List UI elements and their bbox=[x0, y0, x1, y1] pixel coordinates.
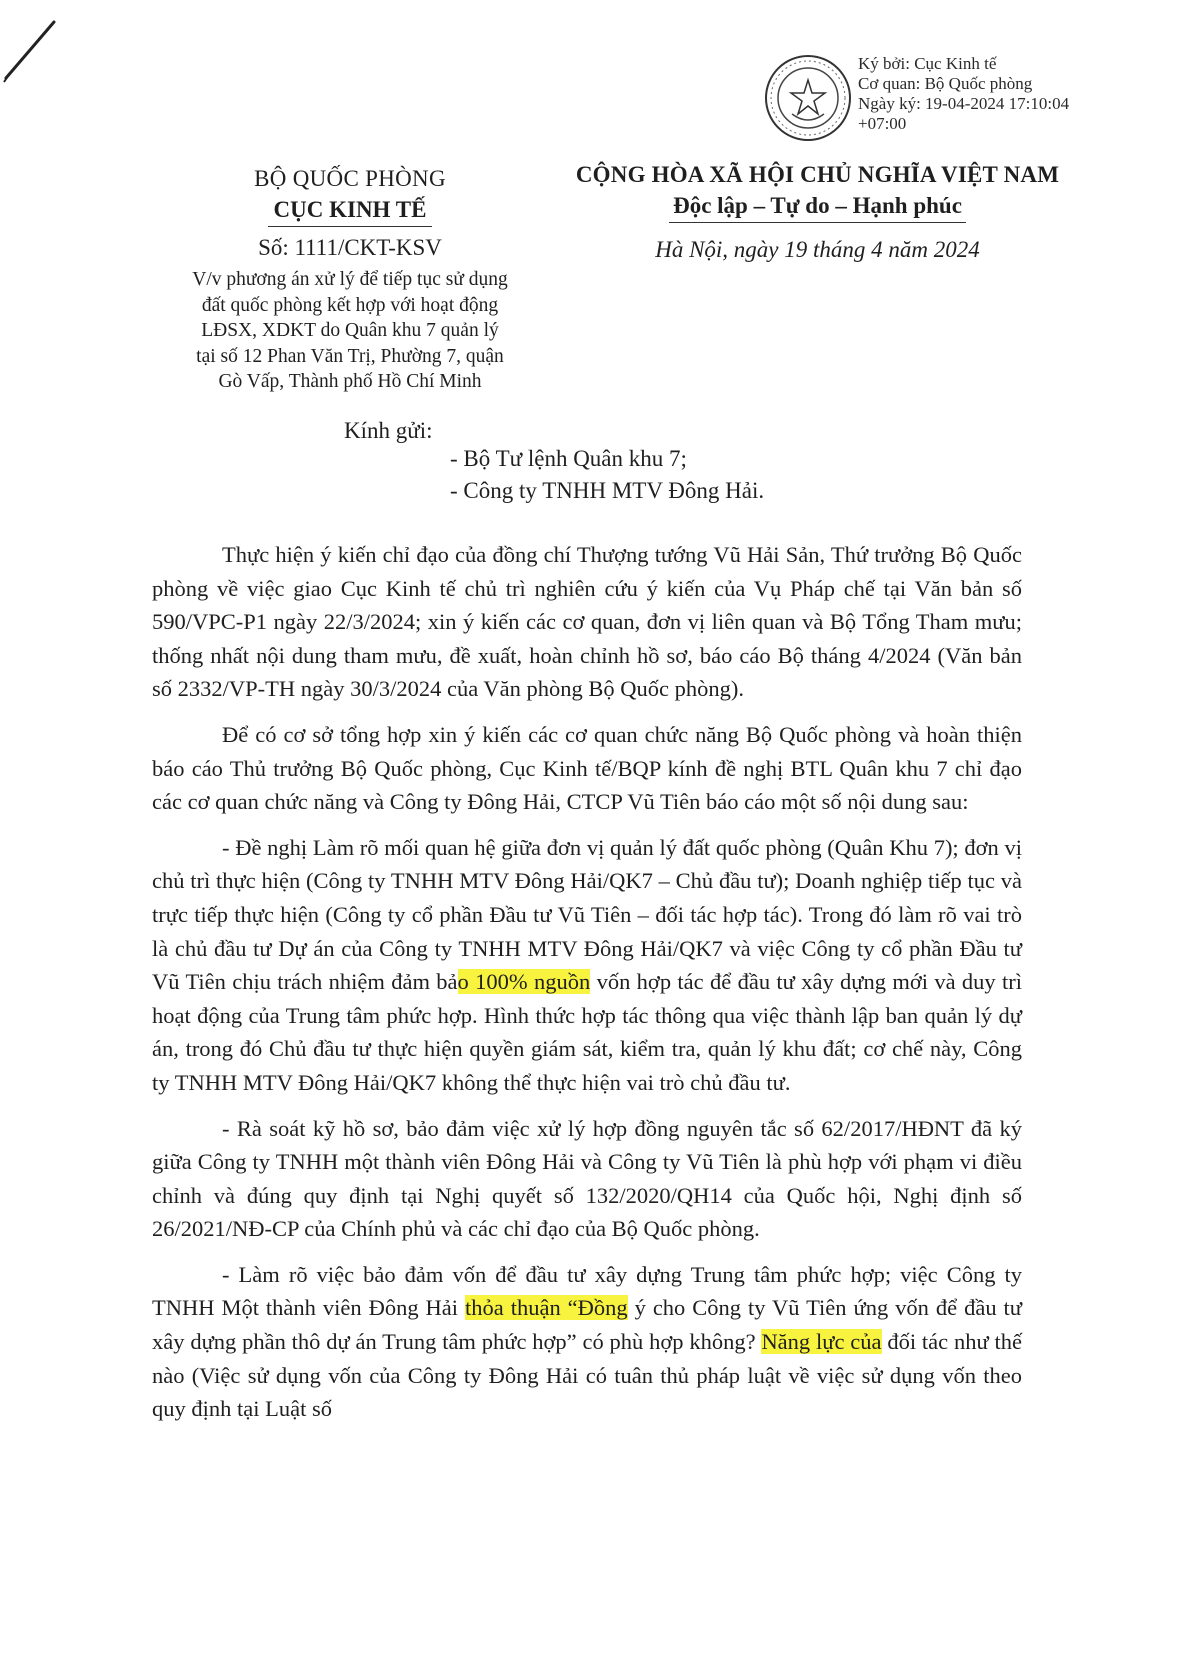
digital-signature-seal-icon bbox=[762, 52, 854, 144]
issuing-agency-header bbox=[150, 164, 550, 395]
body-paragraph: - Rà soát kỹ hồ sơ, bảo đảm việc xử lý hợp đồng nguyên tắc số 62/2017/HĐNT đã ký giữa Công ty TNHH một thành viên Đông Hải và Công ty Vũ Tiên là phù hợp với phạm vi điều chỉnh và đúng quy định tại Nghị quyết số 132/2020/QH14 của Quốc hội, Nghị định số 26/2021/NĐ-CP của Chính phủ và các chỉ đạo của Bộ Quốc phòng. bbox=[152, 1115, 1022, 1242]
signing-agency: Cơ quan: Bộ Quốc phòng bbox=[858, 74, 1033, 93]
body-paragraph: Thực hiện ý kiến chỉ đạo của đồng chí Thượng tướng Vũ Hải Sản, Thứ trưởng Bộ Quốc phòng về việc giao Cục Kinh tế chủ trì nghiên cứu ý kiến của Vụ Pháp chế tại Văn bản số 590/VPC-P1 ngày 22/3/2024; xin ý kiến các cơ quan, đơn vị liên quan và Bộ Tổng Tham mưu; thống nhất nội dung tham mưu, đề xuất, hoàn chỉnh hồ sơ, báo cáo Bộ tháng 4/2024 (Văn bản số 2332/VP-TH ngày 30/3/2024 của Văn phòng Bộ Quốc phòng). bbox=[152, 542, 1022, 702]
signed-by: Ký bởi: Cục Kinh tế bbox=[858, 54, 997, 73]
subject-line: Gò Vấp, Thành phố Hồ Chí Minh bbox=[218, 371, 482, 392]
body-paragraph bbox=[152, 831, 1022, 1100]
national-motto: Độc lập – Tự do – Hạnh phúc bbox=[669, 190, 966, 223]
signing-timezone: +07:00 bbox=[858, 114, 907, 133]
recipient-item: - Công ty TNHH MTV Đông Hải. bbox=[450, 478, 765, 503]
subject-line: tại số 12 Phan Văn Trị, Phường 7, quận bbox=[196, 345, 504, 367]
paragraph-text: đối tác như thế nào (Việc sử dụng vốn của Công ty Đông Hải có tuân thủ pháp luật về việc sử dụng vốn theo quy định tại Luật số bbox=[152, 1329, 1022, 1422]
subject-line: LĐSX, XDKT do Quân khu 7 quản lý bbox=[201, 320, 499, 341]
body-paragraph bbox=[152, 1258, 1022, 1426]
recipients-greeting: Kính gửi: bbox=[344, 418, 433, 443]
document-subject bbox=[150, 267, 550, 395]
pen-stroke-mark bbox=[0, 0, 70, 100]
department-name: CỤC KINH TẾ bbox=[268, 194, 433, 227]
highlighted-text: o 100% nguồn bbox=[457, 969, 591, 995]
ministry-name: BỘ QUỐC PHÒNG bbox=[254, 166, 446, 191]
highlighted-text: thỏa thuận “Đồng bbox=[465, 1295, 628, 1321]
highlighted-text: Năng lực của bbox=[761, 1329, 882, 1355]
subject-line: đất quốc phòng kết hợp với hoạt động bbox=[201, 294, 499, 316]
paragraph-text: - Làm rõ việc bảo đảm vốn để đầu tư xây dựng Trung tâm phức hợp; việc Công ty TNHH Một thành viên Đông Hải bbox=[152, 1261, 1022, 1321]
subject-line: V/v phương án xử lý để tiếp tục sử dụng bbox=[192, 269, 508, 290]
place-and-date: Hà Nội, ngày 19 tháng 4 năm 2024 bbox=[655, 237, 980, 262]
national-header bbox=[545, 160, 1090, 267]
paragraph-text: ý cho Công ty Vũ Tiên ứng vốn để đầu tư xây dựng phần thô dự án Trung tâm phức hợp” có phù hợp không? bbox=[152, 1295, 1022, 1355]
paragraph-text: vốn hợp tác để đầu tư xây dựng mới và duy trì hoạt động của Trung tâm phức hợp. Hình thức hợp tác thông qua việc thành lập ban quản lý dự án, trong đó Chủ đầu tư thực hiện quyền giám sát, kiểm tra, quản lý khu đất; cơ chế này, Công ty TNHH MTV Đông Hải/QK7 không thể thực hiện vai trò chủ đầu tư. bbox=[152, 969, 1023, 1095]
signing-date: Ngày ký: 19-04-2024 17:10:04 bbox=[858, 94, 1070, 113]
digital-signature-info bbox=[858, 54, 1188, 134]
body-paragraph: Để có cơ sở tổng hợp xin ý kiến các cơ quan chức năng Bộ Quốc phòng và hoàn thiện báo cáo Thủ trưởng Bộ Quốc phòng, Cục Kinh tế/BQP kính đề nghị BTL Quân khu 7 chỉ đạo các cơ quan chức năng và Công ty Đông Hải, CTCP Vũ Tiên báo cáo một số nội dung sau: bbox=[152, 721, 1022, 815]
document-number: Số: 1111/CKT-KSV bbox=[258, 235, 442, 260]
recipient-item: - Bộ Tư lệnh Quân khu 7; bbox=[450, 446, 687, 471]
paragraph-text: - Đề nghị Làm rõ mối quan hệ giữa đơn vị quản lý đất quốc phòng (Quân Khu 7); đơn vị chủ trì thực hiện (Công ty TNHH MTV Đông Hải/QK7 – Chủ đầu tư); Doanh nghiệp tiếp tục và trực tiếp thực hiện (Công ty cổ phần Đầu tư Vũ Tiên – đối tác hợp tác). Trong đó làm rõ vai trò là chủ đầu tư Dự án của Công ty TNHH MTV Đông Hải/QK7 và việc Công ty cổ phần Đầu tư Vũ Tiên chịu trách nhiệm đảm bả bbox=[152, 834, 1022, 995]
document-body bbox=[152, 538, 1022, 1438]
nation-name: CỘNG HÒA XÃ HỘI CHỦ NGHĨA VIỆT NAM bbox=[575, 162, 1060, 187]
